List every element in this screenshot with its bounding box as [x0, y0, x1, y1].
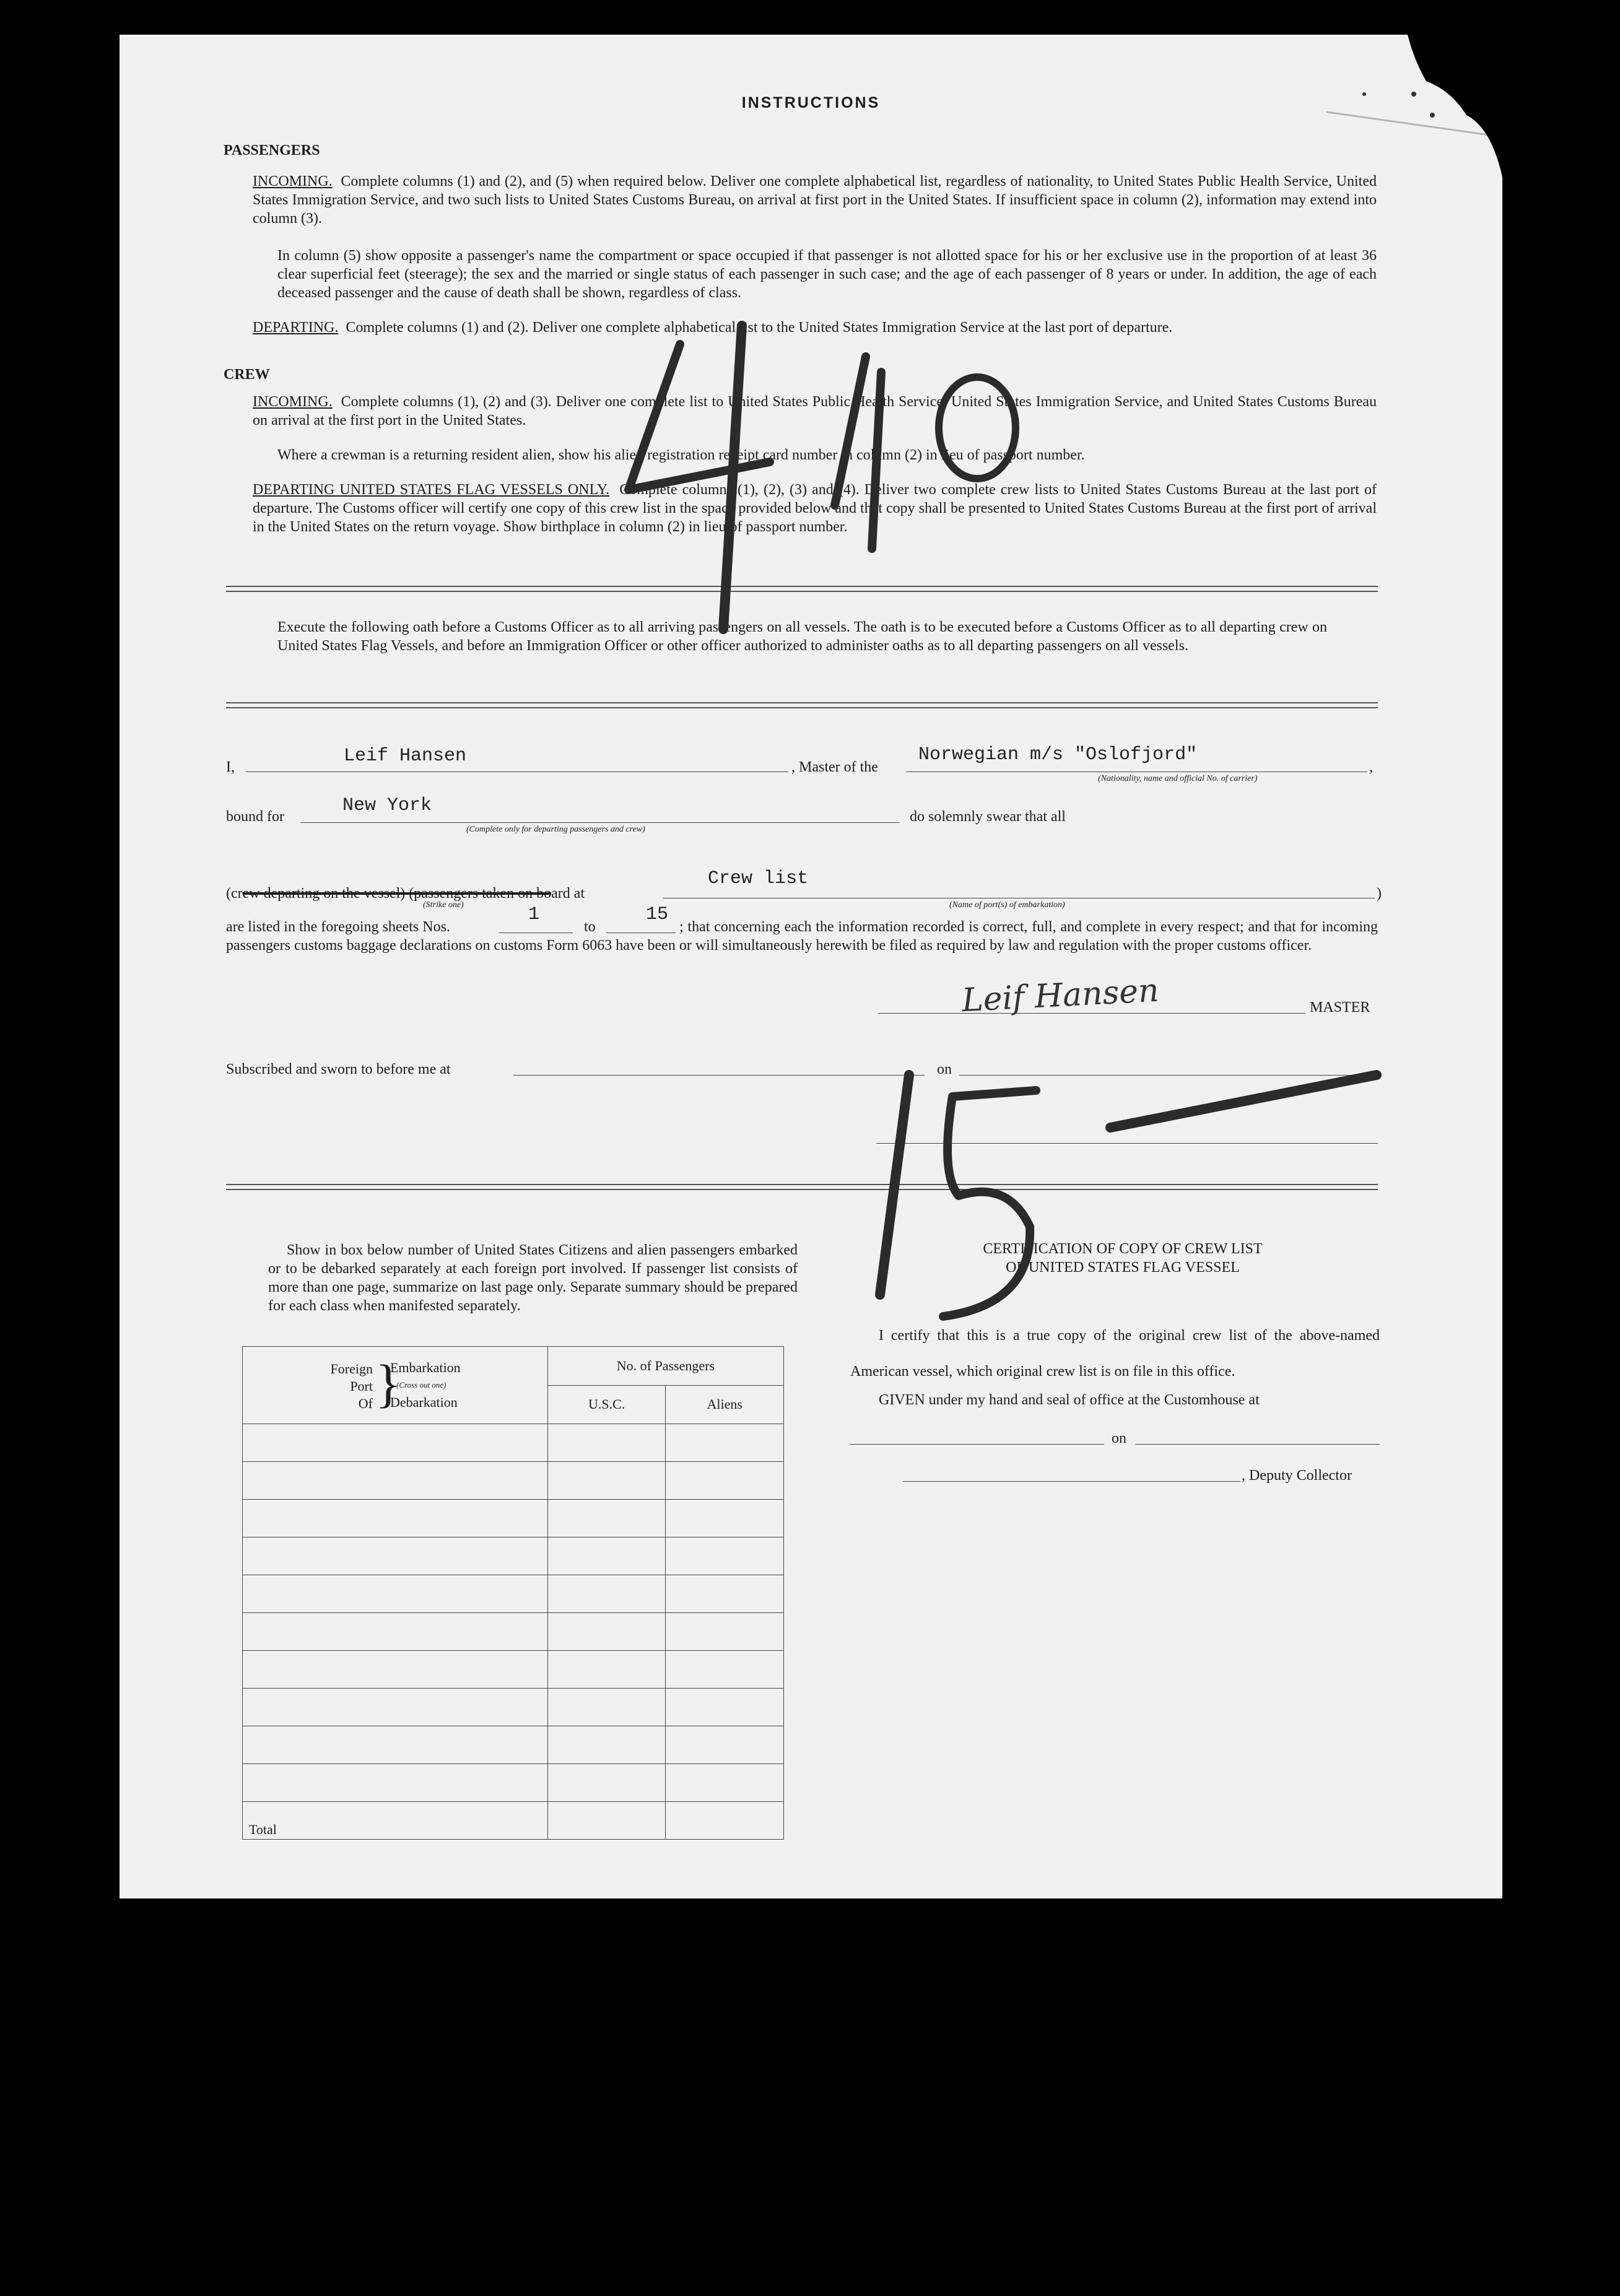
bound-for-line [300, 822, 900, 823]
crew-passenger-clause: (crew departing on the vessel) (passengers taken on board at [226, 885, 585, 902]
handwritten-digit-4 [723, 326, 742, 629]
summary-instructions: Show in box below number of United States Citizens and alien passengers embarked or to be debarked separately at each foreign port involved. If passenger list consists of more than one page, summarize on last page only. Separate summary should be prepared for each class when manifested separately. [268, 1242, 798, 1314]
subscribed-label: Subscribed and sworn to before me at [226, 1061, 451, 1077]
strike-caption: (Strike one) [423, 900, 464, 910]
embarkation-value: Crew list [708, 868, 809, 889]
crew-incoming-text: Complete columns (1), (2) and (3). Deliver one complete list to United States Public Health Service, United States Immigration Service, and United States Customs Bureau on arrival at the first port in the United States. [253, 394, 1377, 428]
swear-text: do solemnly swear that all [910, 809, 1066, 825]
bound-for-label: bound for [226, 809, 284, 825]
crew-departing-label: DEPARTING UNITED STATES FLAG VESSELS ONLY. [253, 482, 610, 498]
master-label: MASTER [1310, 999, 1370, 1015]
struck-text: ew departing on the vessel) (passengers taken on bo [242, 885, 552, 902]
table-row [243, 1537, 784, 1575]
oath-intro: Execute the following oath before a Customs Officer as to all arriving passengers on all vessels. The oath is to be executed before a Customs Officer as to all departing crew on United States Flag Vessels, and before an Immigration Officer or other officer authorized to administer oaths as to all departing passengers on all vessels. [277, 619, 1327, 654]
divider [226, 1184, 1378, 1190]
passengers-incoming-paragraph [253, 172, 1377, 228]
page-title: INSTRUCTIONS [741, 94, 881, 111]
bound-for-value: New York [342, 795, 432, 816]
handwritten-digit-5 [943, 1090, 1036, 1316]
crew-heading: CREW [224, 367, 270, 383]
deputy-signature-line [903, 1481, 1240, 1482]
deputy-collector-label: , Deputy Collector [1242, 1468, 1352, 1484]
crew-resident-paragraph: Where a crewman is a returning resident alien, show his alien registration receipt card number in column (2) in lieu of passport number. [277, 447, 1085, 463]
aliens-header: Aliens [666, 1385, 784, 1424]
listed-rest: ; that concerning each the information recorded is correct, full, and complete in every respect; and that for incoming passengers customs baggage declarations on customs Form 6063 have been or will simultaneously herewith be filed as required by law and regulation with the proper customs officer. [226, 919, 1378, 954]
no-passengers-header: No. of Passengers [547, 1347, 783, 1386]
table-row [243, 1575, 784, 1613]
officer-line [876, 1143, 1378, 1144]
master-name: Leif Hansen [344, 746, 467, 767]
listed-text: are listed in the foregoing sheets Nos. [226, 919, 450, 935]
passengers-departing-label: DEPARTING. [253, 320, 339, 336]
crew-departing-text: Complete columns (1), (2), (3) and (4). Deliver two complete crew lists to United States Customs Bureau at the last port of departure. The Customs officer will certify one copy of this crew list in the space provided below and that copy shall be presented to United States Customs Bureau at the first port of arrival in the United States on the return voyage. Show birthplace in column (2) in lieu of passport number. [253, 482, 1377, 535]
passengers-incoming-text: Complete columns (1) and (2), and (5) when required below. Deliver one complete alphabetical list, regardless of nationality, to United States Public Health Service, United States Immigration Service, and two such lists to United States Customs Bureau, on arrival at first port in the United States. If insufficient space in column (2), information may extend into column (3). [253, 173, 1377, 227]
master-signature: Leif Hansen [960, 972, 1160, 1020]
table-row [243, 1424, 784, 1462]
table-row [243, 1764, 784, 1802]
passengers-heading: PASSENGERS [224, 142, 320, 159]
table-row [243, 1689, 784, 1726]
passengers-departing-paragraph [253, 318, 1377, 337]
table-row [243, 1613, 784, 1651]
crew-incoming-paragraph [253, 393, 1377, 430]
total-label: Total [243, 1802, 548, 1840]
table-row [243, 1462, 784, 1500]
subscribed-date-line [959, 1075, 1378, 1076]
table-row [243, 1500, 784, 1537]
signature-line [878, 1013, 1305, 1014]
total-row [243, 1802, 784, 1840]
passengers-column5-paragraph: In column (5) show opposite a passenger's name the compartment or space occupied if that passenger is not allotted space for his or her exclusive use in the proportion of at least 36 clear superficial feet (steerage); the sex and the married or single status of each passenger in such case; and the age of each passenger of 8 years or under. In addition, the age of each deceased passenger and the cause of death shall be shown, regardless of class. [277, 248, 1377, 301]
embarkation-caption: (Name of port(s) of embarkation) [949, 900, 1065, 910]
sheet-from: 1 [528, 904, 540, 925]
sheet-to: 15 [646, 904, 669, 925]
crew-incoming-label: INCOMING. [253, 394, 333, 410]
port-header-cell: Foreign Port Of } Embarkation (Cross out one) Debarkation [243, 1347, 548, 1424]
divider [226, 586, 1378, 592]
vessel-name: Norwegian m/s "Oslofjord" [918, 744, 1198, 765]
handwritten-stroke [1110, 1075, 1377, 1128]
master-of-label: , Master of the [791, 759, 878, 775]
pencil-mark [1327, 112, 1502, 137]
certification-date-line [1135, 1444, 1380, 1445]
table-row [243, 1726, 784, 1764]
table-row [243, 1651, 784, 1689]
customhouse-line [850, 1444, 1104, 1445]
given-text: GIVEN under my hand and seal of office at the Customhouse at [879, 1392, 1260, 1408]
passengers-departing-text: Complete columns (1) and (2). Deliver one complete alphabetical list to the United States Immigration Service at the last port of departure. [346, 320, 1173, 336]
vessel-caption: (Nationality, name and official No. of carrier) [1098, 774, 1258, 783]
certification-text: I certify that this is a true copy of the original crew list of the above-named American vessel, which original crew list is on file in this office. [850, 1328, 1380, 1380]
divider [226, 702, 1378, 708]
certification-title [869, 1240, 1377, 1277]
bound-for-caption: (Complete only for departing passengers and crew) [466, 825, 645, 834]
usc-header: U.S.C. [547, 1385, 666, 1424]
certification-title-line1: CERTIFICATION OF COPY OF CREW LIST [983, 1241, 1263, 1257]
subscribed-location-line [513, 1075, 925, 1076]
certification-title-line2: OF UNITED STATES FLAG VESSEL [1006, 1259, 1240, 1276]
passengers-incoming-label: INCOMING. [253, 173, 333, 189]
oath-i-label: I, [226, 759, 235, 775]
document-page: INSTRUCTIONS PASSENGERS INCOMING. Complete columns (1) and (2), and (5) when required below. Deliver one complete alphabetical list, regardless of nationality, to United States Public Health Service, United States Immigration Service, and two such lists to United States Customs Bureau, on arrival at first port in the United States. If insufficient space in column (2), information may extend into column (3). In column (5) show opposite a passenger's name the compartment or space occupied if that passenger is not allotted space for his or her exclusive use in the proportion of at least 36 clear superficial feet (steerage); the sex and the married or single status of each passenger in such case; and the age of each passenger of 8 years or under. In addition, the age of each deceased passenger and the cause of death shall be shown, regardless of class. DEPARTING. Complete columns (1) and (2). Deliver one complete alphabetical list to the United States Immigration Service at the last port of departure. CREW INCOMING. Complete columns (1), (2) and (3). Deliver one complete list to United States Public Health Service, United States Immigration Service, and United States Customs Bureau on arrival at the first port in the United States. Where a crewman is a returning resident alien, show his alien registration receipt card number in column (2) in lieu of passport number. DEPARTING UNITED STATES FLAG VESSELS ONLY. Complete columns (1), (2), (3) and (4). Deliver two complete crew lists to United States Customs Bureau at the last port of departure. The Customs officer will certify one copy of this crew list in the space provided below and that copy shall be presented to United States Customs Bureau at the first port of arrival in the United States on the return voyage. Show birthplace in column (2) in lieu of passport number. Execute the following oath before a Customs Officer as to all arriving passengers on all vessels. The oath is to be executed before a Customs Officer as to all departing crew on United States Flag Vessels, and before an Immigration Officer or other officer authorized to administer oaths as to all departing passengers on all vessels. I, Leif Hansen , Master of the Norwegian m/s "Oslofjord" , (Nationality, name and official No. of carrier) bound for New York do solemnly swear that all (Complete only for departing passengers and crew) (crew departing on the vessel) (passengers taken on board at Crew list ) (Strike one) (Name of port(s) of embarkation) are listed in the foregoing sheets Nos. 1 to 15 ; that concerning each the information recorded is correct, full, and complete in every respect; and that for incoming passengers customs baggage declarations on customs Form 6063 have been or will simultaneously herewith be filed as required by law and regulation with the proper customs officer. Leif Hansen MASTER Subscribed and sworn to before me at on Show in box below number of United States Citizens and alien passengers embarked or to be debarked separately at each foreign port involved. If passenger list consists of more than one page, summarize on last page only. Separate summary should be prepared for each class when manifested separately. Foreign Port Of } Embarkation (Cross out one) Debarkation No. of Passengers U.S.C. Aliens Total CERTIFICATION OF COPY OF CREW LIST OF UNITED STATES FLAG VESSEL I certify that this is a true copy of the original crew list of the above-named American vessel, which original crew list is on file in this office. GIVEN under my hand and seal of office at the Customhouse at on , Deputy Collector [120, 35, 1502, 1898]
crew-departing-paragraph [253, 481, 1377, 536]
speck [1430, 113, 1435, 118]
passenger-summary-table [242, 1346, 784, 1840]
